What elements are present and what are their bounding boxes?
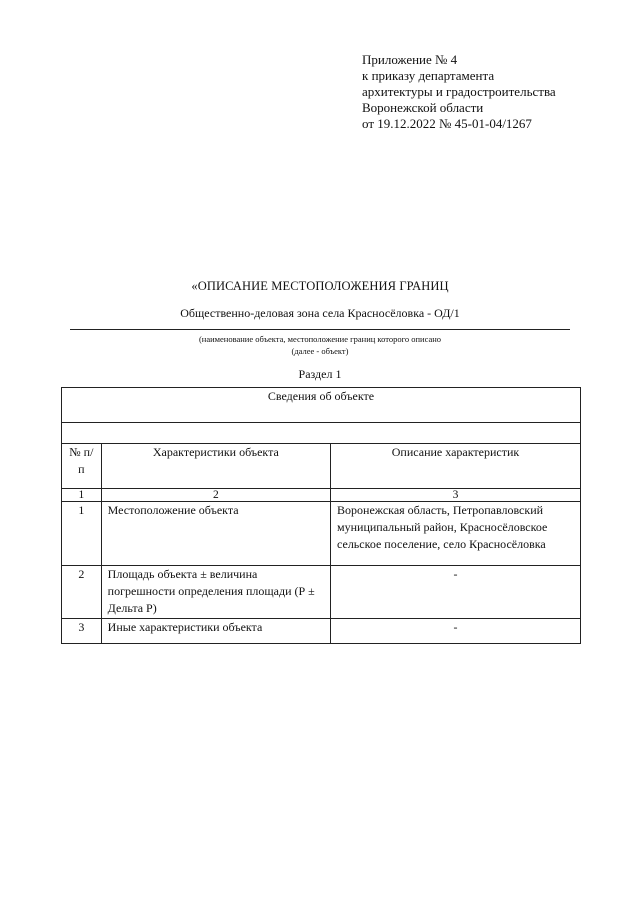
appendix-line: архитектуры и градостроительства [362, 84, 556, 99]
appendix-line: к приказу департамента [362, 68, 495, 83]
caption-line-1: (наименование объекта, местоположение границ которого описано [198, 334, 442, 344]
row-characteristic: Местоположение объекта [101, 502, 330, 566]
column-header-characteristic: Характеристики объекта [101, 444, 330, 489]
object-info-table [61, 387, 581, 644]
section-title: Раздел 1 [298, 367, 342, 381]
table-row [62, 502, 581, 566]
row-description: Воронежская область, Петропавловский муниципальный район, Красносёловское сельское поселение, село Красносёловка [331, 502, 581, 566]
row-num: 3 [62, 619, 102, 644]
table-row [62, 566, 581, 619]
row-characteristic: Иные характеристики объекта [101, 619, 330, 644]
appendix-line: Воронежской области [362, 100, 484, 115]
table-blank-cell [62, 423, 581, 444]
appendix-line: от 19.12.2022 № 45-01-04/1267 [362, 116, 532, 131]
appendix-line: Приложение № 4 [362, 52, 458, 67]
table-header-row [62, 388, 581, 423]
document-title: «ОПИСАНИЕ МЕСТОПОЛОЖЕНИЯ ГРАНИЦ [191, 279, 449, 293]
column-header-row [62, 444, 581, 489]
column-number: 3 [331, 489, 581, 502]
row-num: 2 [62, 566, 102, 619]
object-name: Общественно-деловая зона села Красносёловка - ОД/1 [180, 306, 460, 320]
row-num: 1 [62, 502, 102, 566]
column-header-description: Описание характеристик [331, 444, 581, 489]
row-description: - [331, 619, 581, 644]
appendix-block [362, 52, 556, 132]
object-name-caption [0, 333, 640, 357]
object-name-underline [70, 329, 570, 330]
table-row [62, 619, 581, 644]
column-number: 2 [101, 489, 330, 502]
table-header: Сведения об объекте [62, 388, 581, 423]
row-characteristic: Площадь объекта ± величина погрешности определения площади (Р ± Дельта Р) [101, 566, 330, 619]
column-number-row [62, 489, 581, 502]
column-header-num: № п/п [62, 444, 102, 489]
row-description: - [331, 566, 581, 619]
table-blank-row [62, 423, 581, 444]
caption-line-2: (далее - объект) [291, 346, 349, 356]
column-number: 1 [62, 489, 102, 502]
